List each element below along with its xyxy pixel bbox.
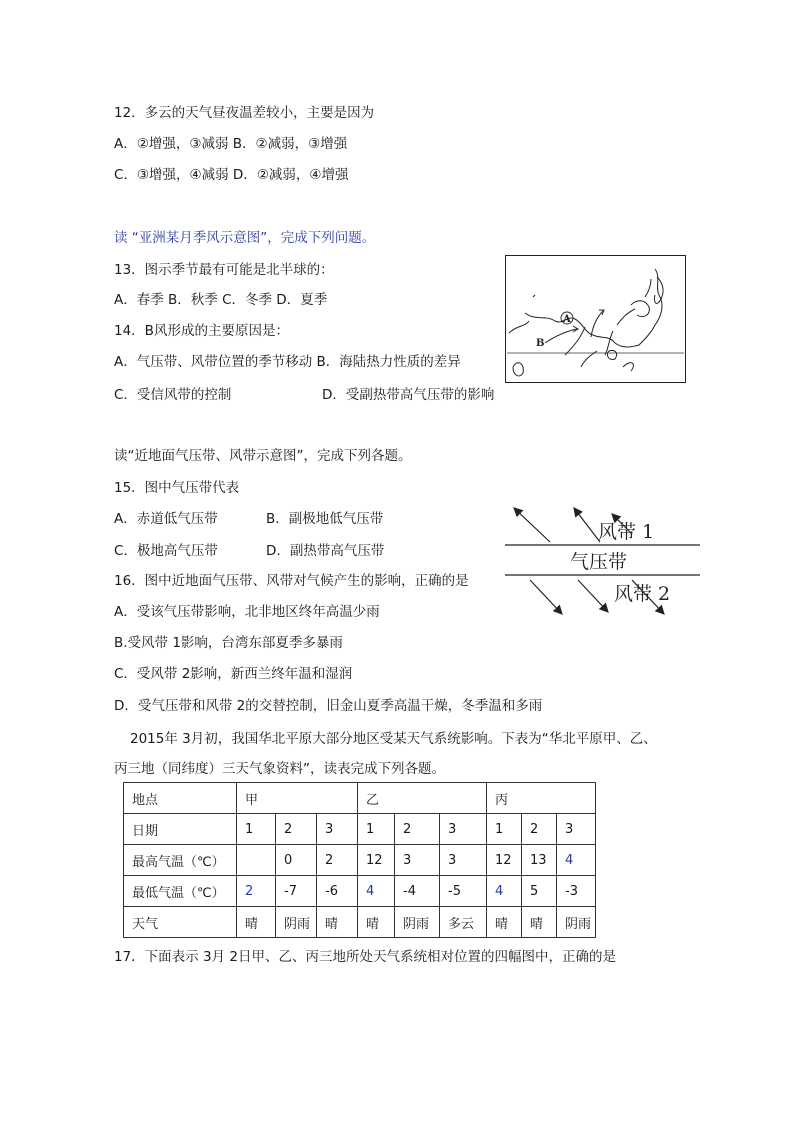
table-cell: 4 <box>487 876 522 907</box>
table-header-max-temp: 最高气温（℃） <box>124 845 237 876</box>
table-cell <box>237 845 276 876</box>
wind-belt-2-label: 风带 2 <box>614 583 671 605</box>
table-header-weather: 天气 <box>124 907 237 938</box>
q12-stem: 12．多云的天气昼夜温差较小，主要是因为 <box>114 105 375 121</box>
q16-option-a: A．受该气压带影响，北非地区终年高温少雨 <box>114 604 380 620</box>
table-cell: 2 <box>522 814 557 845</box>
table-cell: 4 <box>557 845 596 876</box>
q16-stem: 16．图中近地面气压带、风带对气候产生的影响，正确的是 <box>114 573 469 589</box>
q16-option-c: C．受风带 2影响，新西兰终年温和湿润 <box>114 666 353 682</box>
table-cell: -4 <box>395 876 440 907</box>
table-row-max-temp <box>124 845 596 876</box>
map-label-a: A <box>563 314 571 325</box>
weather-intro-line1: 2015年 3月初，我国华北平原大部分地区受某天气系统影响。下表为“华北平原甲、乙、 <box>130 731 657 747</box>
q16-option-b: B.受风带 1影响，台湾东部夏季多暴雨 <box>114 635 343 651</box>
table-cell: 3 <box>395 845 440 876</box>
table-cell: 晴 <box>522 907 557 938</box>
q15-option-d: D．副热带高气压带 <box>266 543 385 559</box>
wind-belt-1-label: 风带 1 <box>598 521 655 543</box>
q14-options-ab: A．气压带、风带位置的季节移动 B．海陆热力性质的差异 <box>114 354 461 370</box>
table-cell: 0 <box>276 845 317 876</box>
table-cell: 1 <box>358 814 395 845</box>
q12-options-cd: C．③增强，④减弱 D．②减弱，④增强 <box>114 167 349 183</box>
table-cell: 13 <box>522 845 557 876</box>
table-cell: 晴 <box>237 907 276 938</box>
q15-option-a: A．赤道低气压带 <box>114 511 218 527</box>
pressure-wind-belt-diagram <box>500 500 705 622</box>
monsoon-intro: 读 “亚洲某月季风示意图”，完成下列问题。 <box>114 230 376 246</box>
pressure-belt-label: 气压带 <box>570 551 628 573</box>
table-cell: 5 <box>522 876 557 907</box>
table-cell: 阴雨 <box>276 907 317 938</box>
weather-table <box>123 782 596 938</box>
table-cell: 1 <box>487 814 522 845</box>
table-cell: 晴 <box>487 907 522 938</box>
q17-stem: 17．下面表示 3月 2日甲、乙、丙三地所处天气系统相对位置的四幅图中，正确的是 <box>114 949 616 965</box>
table-cell: -3 <box>557 876 596 907</box>
table-cell: 晴 <box>358 907 395 938</box>
table-cell: 4 <box>358 876 395 907</box>
table-cell: 2 <box>317 845 358 876</box>
table-cell: 阴雨 <box>557 907 596 938</box>
table-cell: 多云 <box>440 907 487 938</box>
table-cell: -5 <box>440 876 487 907</box>
table-cell: 12 <box>358 845 395 876</box>
q14-option-c: C．受信风带的控制 <box>114 387 232 403</box>
table-row-date <box>124 814 596 845</box>
table-row-weather <box>124 907 596 938</box>
table-cell: 12 <box>487 845 522 876</box>
q15-option-c: C．极地高气压带 <box>114 543 218 559</box>
asia-monsoon-map <box>505 255 686 383</box>
table-cell: 3 <box>557 814 596 845</box>
table-cell: 3 <box>317 814 358 845</box>
table-cell: 2 <box>276 814 317 845</box>
q13-options: A．春季 B．秋季 C．冬季 D．夏季 <box>114 292 328 308</box>
table-cell: 晴 <box>317 907 358 938</box>
table-place-jia: 甲 <box>237 783 358 814</box>
table-place-yi: 乙 <box>358 783 487 814</box>
weather-intro-line2: 丙三地（同纬度）三天气象资料”，读表完成下列各题。 <box>114 761 445 777</box>
table-header-place: 地点 <box>124 783 237 814</box>
table-cell: -7 <box>276 876 317 907</box>
q14-stem: 14．B风形成的主要原因是： <box>114 323 289 339</box>
q16-option-d: D．受气压带和风带 2的交替控制，旧金山夏季高温干燥，冬季温和多雨 <box>114 698 543 714</box>
table-header-min-temp: 最低气温（℃） <box>124 876 237 907</box>
q15-stem: 15．图中气压带代表 <box>114 480 240 496</box>
table-cell: -6 <box>317 876 358 907</box>
table-header-date: 日期 <box>124 814 237 845</box>
table-cell: 2 <box>237 876 276 907</box>
table-cell: 2 <box>395 814 440 845</box>
map-label-b: B <box>536 338 545 349</box>
q15-option-b: B．副极地低气压带 <box>266 511 384 527</box>
q13-stem: 13．图示季节最有可能是北半球的： <box>114 262 334 278</box>
table-cell: 阴雨 <box>395 907 440 938</box>
table-row-place <box>124 783 596 814</box>
q12-options-ab: A．②增强，③减弱 B．②减弱，③增强 <box>114 136 348 152</box>
table-cell: 3 <box>440 845 487 876</box>
table-cell: 1 <box>237 814 276 845</box>
table-place-bing: 丙 <box>487 783 596 814</box>
q14-option-d: D．受副热带高气压带的影响 <box>322 387 495 403</box>
belt-intro: 读“近地面气压带、风带示意图”，完成下列各题。 <box>114 448 412 464</box>
table-row-min-temp <box>124 876 596 907</box>
table-cell: 3 <box>440 814 487 845</box>
